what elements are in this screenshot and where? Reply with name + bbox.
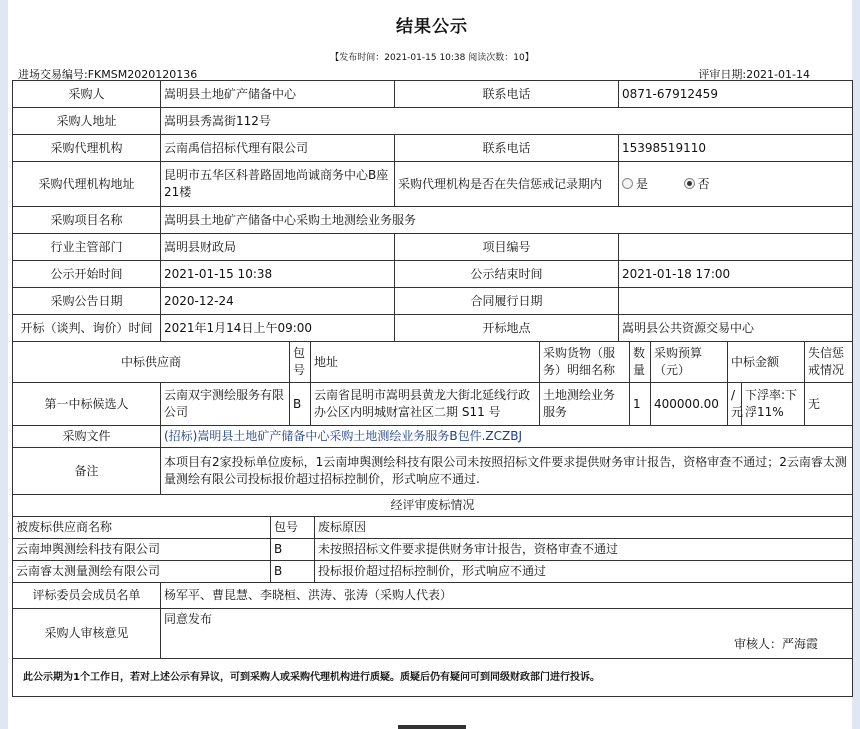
radio-empty-icon[interactable] [622,178,633,189]
blacklist-options [619,162,853,207]
winner-rank: 第一中标候选人 [13,383,161,426]
announce-date-value: 2020-12-24 [161,288,395,315]
winner-pkg: B [290,383,311,426]
rejection-header-reason: 废标原因 [315,517,853,539]
page-title: 结果公示 [396,17,468,37]
committee-members: 杨军平、曹昆慧、李晓桓、洪涛、张涛（采购人代表） [161,583,853,609]
rejection-header-pkg: 包号 [271,517,315,539]
dept-label: 行业主管部门 [13,234,161,261]
end-time-value: 2021-01-18 17:00 [619,261,853,288]
docs-download-link[interactable]: (招标)嵩明县土地矿产储备中心采购土地测绘业务服务B包件.ZCZBJ [164,429,523,443]
winner-goods: 土地测绘业务服务 [540,383,630,426]
info-table [12,80,853,342]
rejection-name: 云南睿太测量测绘有限公司 [13,561,271,583]
agency-phone-label: 联系电话 [395,135,619,162]
winner-qty: 1 [630,383,651,426]
docs-link-cell [161,426,853,448]
winner-header-qty: 数量 [630,342,651,383]
start-time-value: 2021-01-15 10:38 [161,261,395,288]
project-no-value [619,234,853,261]
winner-header-goods: 采购货物（服务）明细名称 [540,342,630,383]
open-time-value: 2021年1月14日上午09:00 [161,315,395,342]
purchaser-label: 采购人 [13,81,161,108]
winner-amount: /元 [728,383,742,426]
agency-address-label: 采购代理机构地址 [13,162,161,207]
open-time-label: 开标（谈判、询价）时间 [13,315,161,342]
agency-value: 云南禹信招标代理有限公司 [161,135,395,162]
table-row [13,561,853,583]
winner-header-budget: 采购预算（元） [651,342,728,383]
contract-date-value [619,288,853,315]
winner-rate: 下浮率:下浮11% [742,383,805,426]
rejection-table [12,494,853,583]
end-time-label: 公示结束时间 [395,261,619,288]
committee-label: 评标委员会成员名单 [13,583,161,609]
agency-address-value: 昆明市五华区科普路固地尚诚商务中心B座21楼 [161,162,395,207]
rejection-header-name: 被废标供应商名称 [13,517,271,539]
left-frame [0,0,8,729]
winner-address: 云南省昆明市嵩明县黄龙大街北延线行政办公区内明城财富社区二期 S11 号 [311,383,540,426]
phone-label: 联系电话 [395,81,619,108]
footer-notice: 此公示期为1个工作日，若对上述公示有异议，可到采购人或采购代理机构进行质疑。质疑后仍有疑问可到同级财政部门进行投诉。 [13,659,853,697]
phone-value: 0871-67912459 [619,81,853,108]
winner-header-address: 地址 [311,342,540,383]
winner-credit: 无 [805,383,853,426]
announce-date-label: 采购公告日期 [13,288,161,315]
table-row [13,539,853,561]
blacklist-label: 采购代理机构是否在失信惩戒记录期内 [395,162,619,207]
address-label: 采购人地址 [13,108,161,135]
right-frame [852,0,860,729]
project-label: 采购项目名称 [13,207,161,234]
result-page [12,0,852,697]
docs-label: 采购文件 [13,426,161,448]
winner-header-pkg: 包号 [290,342,311,383]
blacklist-yes-option[interactable]: 是 [622,177,648,191]
open-place-value: 嵩明县公共资源交易中心 [619,315,853,342]
rejection-reason: 投标报价超过招标控制价，形式响应不通过 [315,561,853,583]
review-date: 评审日期:2021-01-14 [698,68,810,81]
contract-date-label: 合同履行日期 [395,288,619,315]
rejection-name: 云南坤舆测绘科技有限公司 [13,539,271,561]
radio-checked-icon[interactable] [684,178,695,189]
winner-table [12,341,853,426]
dept-value: 嵩明县财政局 [161,234,395,261]
review-table [12,582,853,697]
rejection-reason: 未按照招标文件要求提供财务审计报告，资格审查不通过 [315,539,853,561]
review-opinion: 同意发布 [164,612,213,626]
project-no-label: 项目编号 [395,234,619,261]
open-place-label: 开标地点 [395,315,619,342]
project-value: 嵩明县土地矿产储备中心采购土地测绘业务服务 [161,207,853,234]
remarks-label: 备注 [13,448,161,495]
rejection-pkg: B [271,539,315,561]
rejection-pkg: B [271,561,315,583]
address-value: 嵩明县秀嵩街112号 [161,108,853,135]
start-time-label: 公示开始时间 [13,261,161,288]
trade-number: 进场交易编号:FKMSM2020120136 [18,68,198,81]
winner-header-amount: 中标金额 [728,342,805,383]
remarks-text: 本项目有2家投标单位废标，1云南坤舆测绘科技有限公司未按照招标文件要求提供财务审计报告，资格审查不通过；2云南睿太测量测绘有限公司投标报价超过招标控制价，形式响应不通过. [161,448,853,495]
rejection-title: 经评审废标情况 [13,495,853,517]
blacklist-no-option[interactable]: 否 [684,177,710,191]
review-label: 采购人审核意见 [13,609,161,659]
publish-info: 【发布时间：2021-01-15 10:38 阅读次数：10】 [330,53,534,63]
winner-header-supplier: 中标供应商 [13,342,290,383]
docs-table [12,425,853,495]
winner-supplier: 云南双宇测绘服务有限公司 [161,383,290,426]
reviewer-name: 审核人：严海霞 [733,637,818,651]
agency-phone-value: 15398519110 [619,135,853,162]
bottom-bar [398,725,466,729]
review-cell [161,609,853,659]
winner-header-credit: 失信惩戒情况 [805,342,853,383]
purchaser-value: 嵩明县土地矿产储备中心 [161,81,395,108]
meta-row [12,64,852,80]
agency-label: 采购代理机构 [13,135,161,162]
winner-budget: 400000.00 [651,383,728,426]
